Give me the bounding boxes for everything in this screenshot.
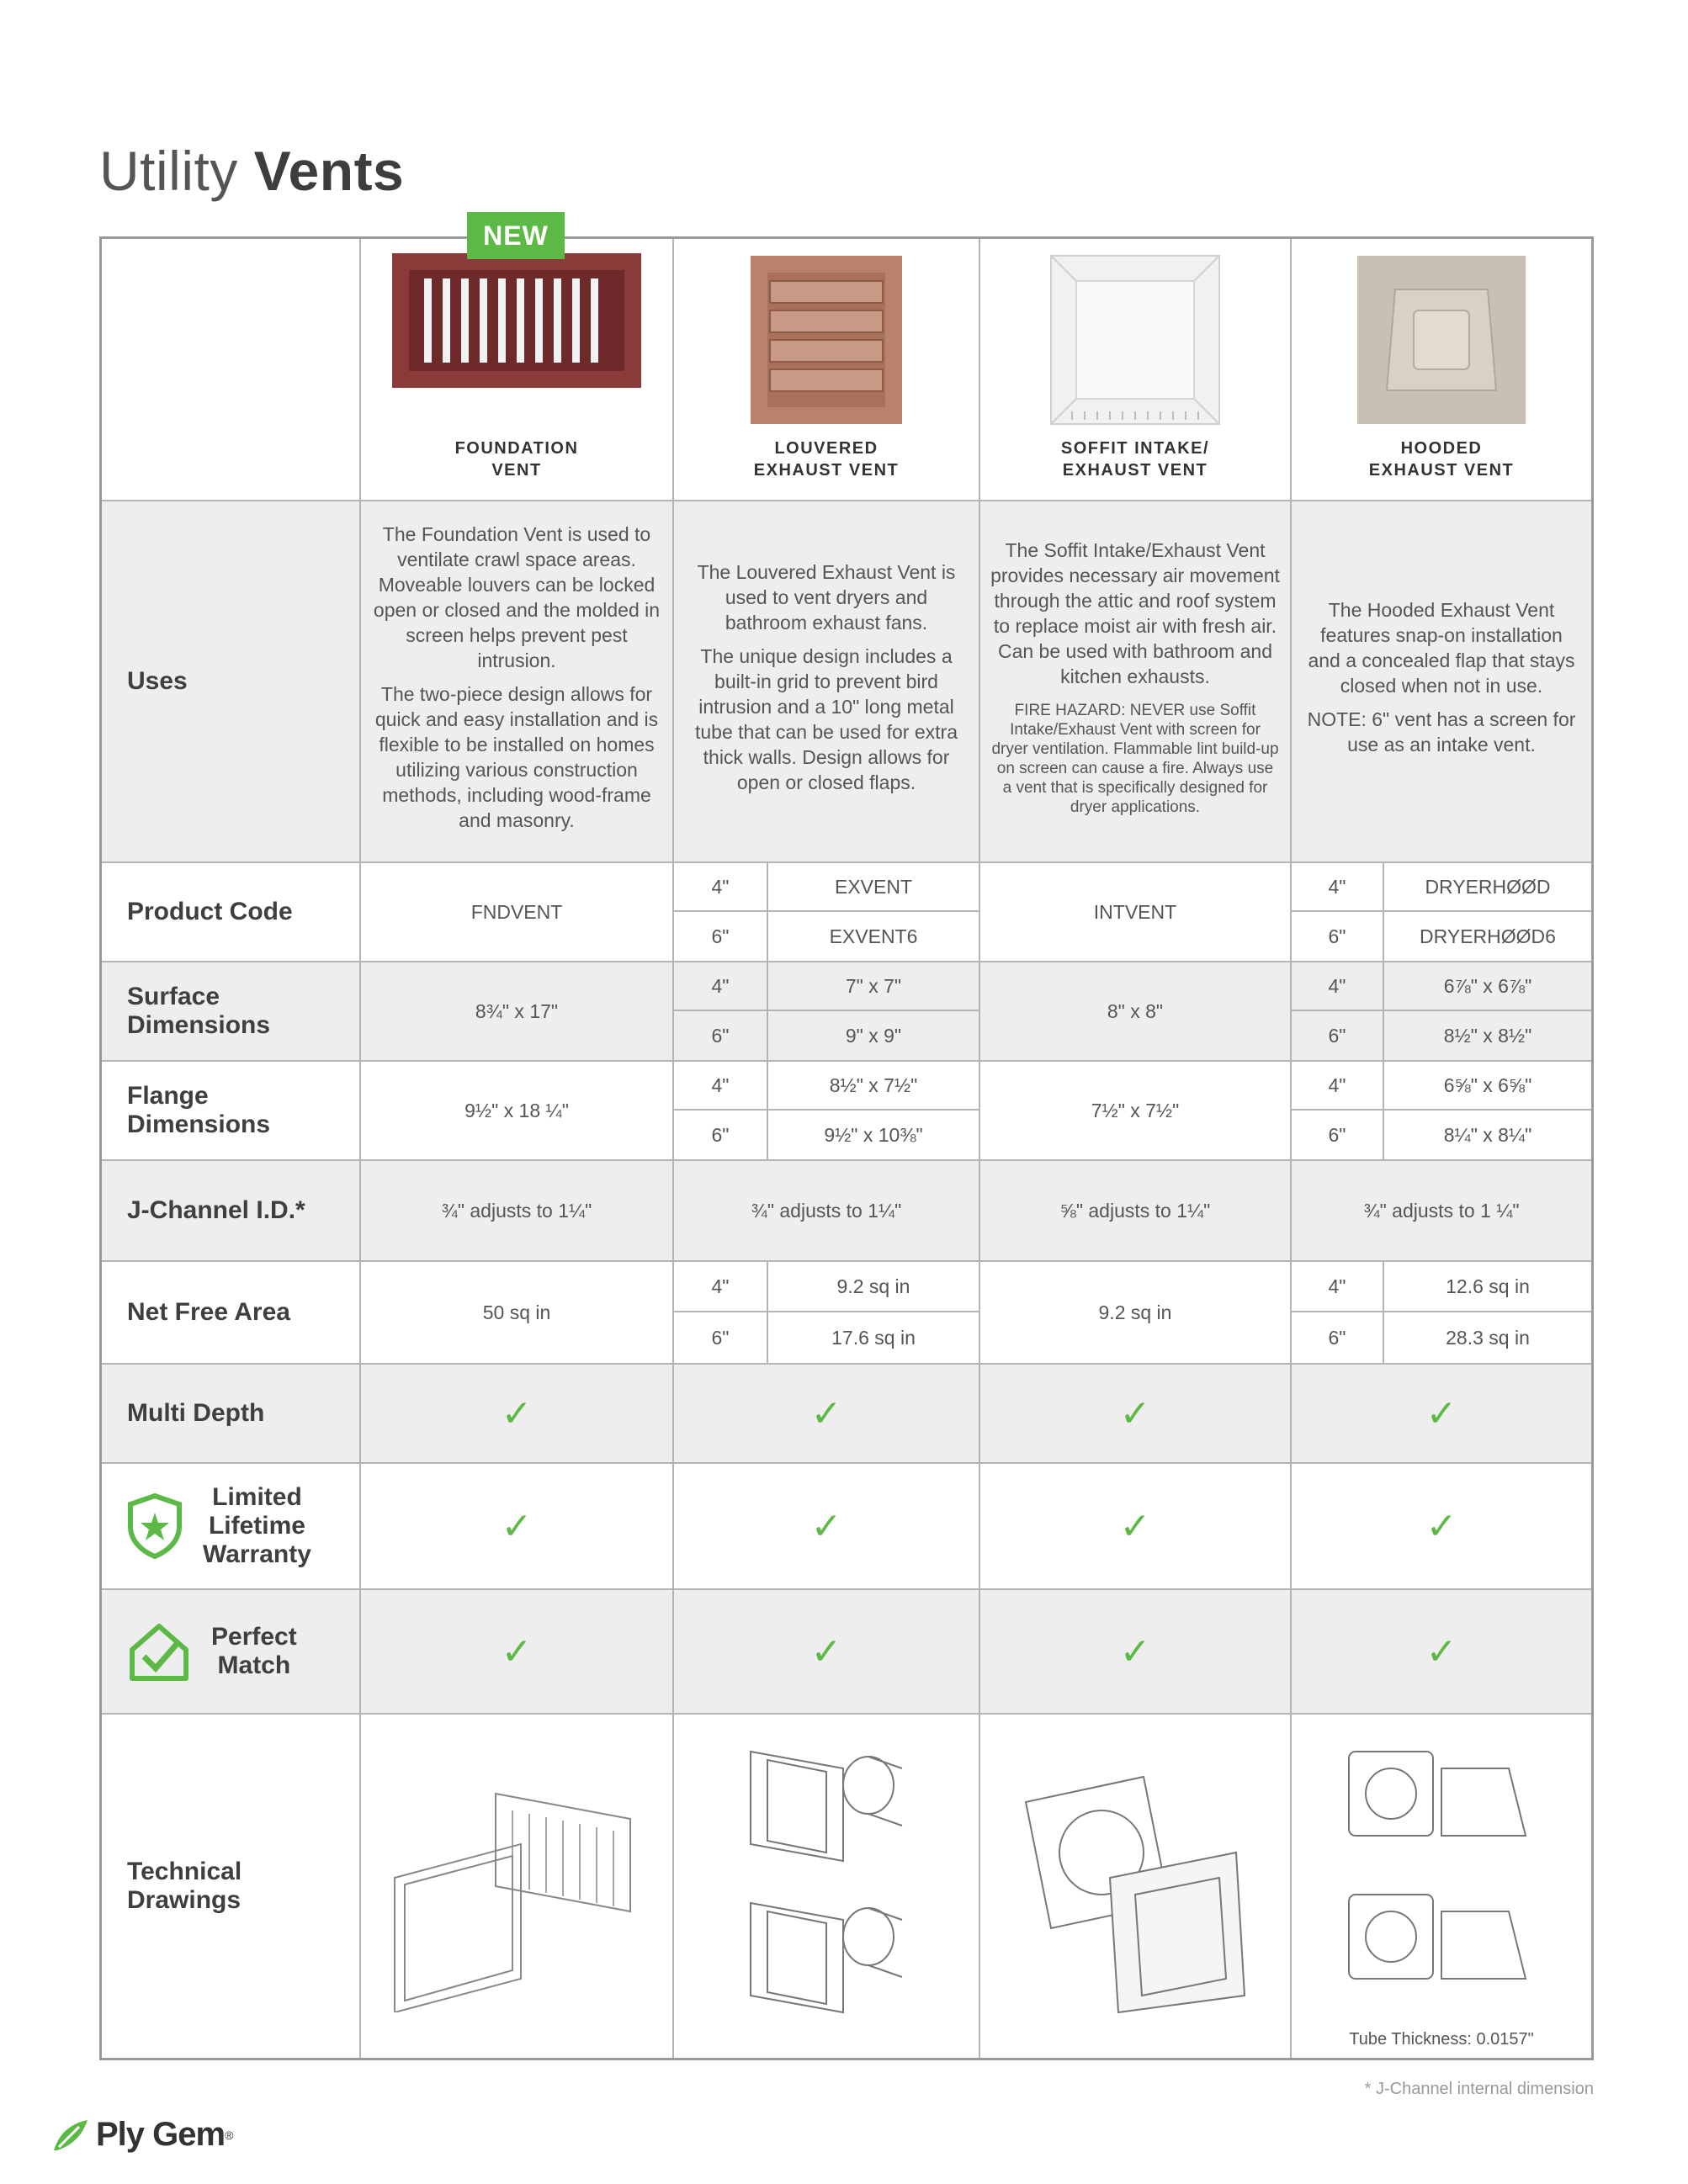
foundation-surface: 8¾" x 17"	[475, 999, 559, 1022]
jchannel-label: J-Channel I.D.*	[127, 1196, 305, 1224]
soffit-drawing	[1001, 1752, 1270, 2021]
house-check-icon	[127, 1619, 191, 1683]
foundation-flange: 9½" x 18 ¼"	[464, 1099, 569, 1121]
product-hooded: HOODED EXHAUST VENT	[1292, 239, 1591, 500]
foundation-drawing	[378, 1760, 656, 2012]
check-icon: ✓	[810, 1505, 842, 1547]
check-icon: ✓	[1425, 1505, 1457, 1547]
warranty-label: Limited Lifetime Warranty	[203, 1483, 311, 1568]
soffit-vent-image	[1047, 252, 1224, 428]
page-title: Utility Vents	[99, 140, 405, 202]
comparison-table	[99, 236, 1594, 2060]
plygem-logo: Ply Gem ®	[50, 2116, 233, 2154]
perfect-match-label: Perfect Match	[211, 1623, 297, 1679]
leaf-logo-icon	[50, 2117, 91, 2154]
soffit-uses: The Soffit Intake/Exhaust Vent provides necessary air movement through the attic and roof system to replace moist air with fresh air. Can be used with bathroom and kitchen exhausts. FIRE HAZARD: NEVER use Soffit Intake/Exhaust Vent with screen for dryer ventilation. Flammable lint build-up on screen can cause a fire. Always use a vent that is specifically designed for dryer applications.	[990, 539, 1280, 816]
product-louvered: LOUVERED EXHAUST VENT	[674, 239, 980, 500]
check-icon: ✓	[1119, 1392, 1151, 1434]
surface-dimensions-row: Surface Dimensions 8¾" x 17" 4" 7" x 7" 6" 9" x 9" 8" x 8" 4" 6⅞" x 6⅞" 6" 8½" x 8½"	[102, 962, 1591, 1062]
flange-dimensions-row: Flange Dimensions 9½" x 18 ¼" 4" 8½" x 7½" 6" 9½" x 10⅜" 7½" x 7½" 4" 6⅝" x 6⅝" 6" 8¼" x 8¼"	[102, 1062, 1591, 1161]
product-code-row: Product Code FNDVENT 4" EXVENT 6" EXVENT6 INTVENT 4" DRYERHØØD 6" DRYERHØØD6	[102, 863, 1591, 962]
hooded-code-4: DRYERHØØD	[1425, 875, 1551, 898]
jchannel-footnote: * J-Channel internal dimension	[1364, 2080, 1594, 2098]
louvered-drawing	[700, 1726, 953, 2046]
jchannel-row: J-Channel I.D.* ¾" adjusts to 1¼" ¾" adjusts to 1¼" ⅝" adjusts to 1¼" ¾" adjusts to 1 ¼"	[102, 1161, 1591, 1262]
drawings-label: Technical Drawings	[127, 1858, 242, 1914]
foundation-uses: The Foundation Vent is used to ventilate crawl space areas. Moveable louvers can be locked open or closed and the molded in screen helps prevent pest intrusion. The two-piece design allows for quick and easy installation and is flexible to be installed on homes utilizing various construction methods, including wood-frame and masonry.	[373, 523, 661, 831]
soffit-flange: 7½" x 7½"	[1091, 1099, 1180, 1121]
perfect-match-row	[102, 1590, 1591, 1715]
check-icon: ✓	[501, 1392, 533, 1434]
check-icon: ✓	[810, 1392, 842, 1434]
louvered-vent-image	[746, 252, 906, 428]
hooded-drawing	[1315, 1735, 1568, 2038]
product-soffit: SOFFIT INTAKE/ EXHAUST VENT	[980, 239, 1292, 500]
new-badge: NEW	[467, 212, 565, 259]
tube-thickness-note: Tube Thickness: 0.0157"	[1349, 2030, 1534, 2049]
flange-label: Flange Dimensions	[127, 1082, 271, 1138]
check-icon: ✓	[501, 1505, 533, 1547]
check-icon: ✓	[1425, 1630, 1457, 1672]
multi-depth-row	[102, 1365, 1591, 1464]
check-icon: ✓	[501, 1630, 533, 1672]
soffit-code: INTVENT	[1093, 900, 1177, 923]
louvered-code-6: EXVENT6	[829, 925, 918, 947]
check-icon: ✓	[1119, 1505, 1151, 1547]
product-code-label: Product Code	[127, 898, 293, 925]
soffit-surface: 8" x 8"	[1107, 999, 1164, 1022]
check-icon: ✓	[810, 1630, 842, 1672]
header-empty-cell	[102, 239, 361, 500]
uses-label: Uses	[127, 667, 188, 695]
uses-row	[102, 501, 1591, 863]
warranty-row	[102, 1464, 1591, 1590]
product-foundation: FOUNDATION VENT	[361, 239, 674, 500]
louvered-code-4: EXVENT	[834, 875, 913, 898]
nfa-label: Net Free Area	[127, 1298, 290, 1326]
net-free-area-row: Net Free Area 50 sq in 4" 9.2 sq in 6" 17.6 sq in 9.2 sq in 4" 12.6 sq in 6" 28.3 sq in	[102, 1262, 1591, 1365]
check-icon: ✓	[1119, 1630, 1151, 1672]
product-header-row	[102, 239, 1591, 501]
check-icon: ✓	[1425, 1392, 1457, 1434]
hooded-vent-image	[1353, 252, 1530, 428]
foundation-code: FNDVENT	[470, 900, 563, 923]
multi-depth-label: Multi Depth	[127, 1399, 265, 1427]
louvered-uses: The Louvered Exhaust Vent is used to vent dryers and bathroom exhaust fans. The unique design includes a built-in grid to prevent bird intrusion and a 10" long metal tube that can be used for extra thick walls. Design allows for open or closed flaps.	[695, 561, 958, 793]
foundation-vent-image	[390, 252, 643, 390]
hooded-uses: The Hooded Exhaust Vent features snap-on installation and a concealed flap that stays closed when not in use. NOTE: 6" vent has a screen for use as an intake vent.	[1307, 599, 1576, 755]
hooded-code-6: DRYERHØØD6	[1420, 925, 1556, 947]
shield-star-icon	[127, 1492, 183, 1560]
surface-label: Surface Dimensions	[127, 983, 271, 1039]
technical-drawings-row	[102, 1715, 1591, 2058]
